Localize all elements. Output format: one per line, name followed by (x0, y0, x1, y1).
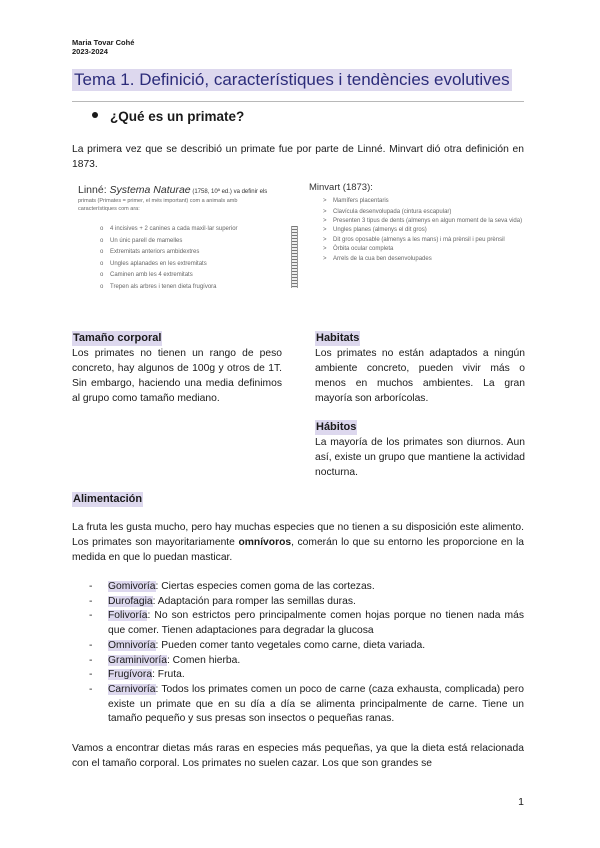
list-item: > Ungles planes (almenys el dit gros) (323, 227, 427, 233)
section-habitats (315, 328, 525, 406)
section-heading: Hábitos (316, 421, 357, 433)
list-item: o Un únic parell de mamelles (100, 237, 183, 244)
closing-paragraph: Vamos a encontrar dietas más raras en especies más pequeñas, ya que la dieta está relacionada con el tamaño corporal. Los primates no suelen cazar. Los que son grandes se (72, 743, 524, 769)
page-title: Tema 1. Definició, característiques i tendències evolutives (74, 70, 510, 89)
list-item: - Omnivoría: Pueden comer tanto vegetales como carne, dieta variada. (89, 639, 426, 651)
section-heading: Habitats (316, 332, 360, 344)
list-item: > Mamífers placentaris (323, 198, 389, 204)
list-item: o Ungles aplanades en les extremitats (100, 260, 207, 267)
figure-minvart-title: Minvart (1873): (309, 182, 373, 193)
section-text: La mayoría de los primates son diurnos. Aun así, existe un grupo que mantiene la actividad nocturna. (315, 437, 525, 478)
list-item: > Clavícula desenvolupada (cintura escapular) (323, 208, 452, 215)
section-heading: ¿Qué es un primate? (92, 107, 244, 127)
section-tamano (72, 328, 282, 406)
figure-linne-list (100, 224, 300, 293)
title-divider (72, 101, 524, 102)
list-item: > Arrels de la cua ben desenvolupades (323, 256, 432, 262)
figure-linne-subtitle: primats (Primates = primer, el més important) com a animals amb característiques com ara: (78, 198, 238, 212)
section-text: Los primates no están adaptados a ningún ambiente concreto, pueden vivir más o menos en muchos ambientes. La gran mayoría son arborícolas. (315, 348, 525, 404)
diet-list (72, 580, 524, 727)
list-item: - Gomivoría: Ciertas especies comen goma de las cortezas. (89, 581, 375, 592)
figure-minvart (309, 182, 524, 294)
figure-linne-title: Linné: Systema Naturae (1758, 10ª ed.) va definir els (78, 184, 268, 196)
list-item: - Graminivoría: Comen hierba. (89, 654, 241, 666)
bullet-icon (92, 112, 98, 118)
intro-paragraph: La primera vez que se describió un primate fue por parte de Linné. Minvart dió otra definición en 1873. (72, 144, 524, 170)
list-item: o Trepen als arbres i tenen dieta frugívora (100, 283, 217, 290)
section-text: Los primates no tienen un rango de peso concreto, hay algunos de 100g y otros de 1T. Sin embargo, haciendo una media definimos al grupo como tamaño mediano. (72, 348, 282, 404)
section-habitos (315, 417, 525, 480)
alimentacion-heading: Alimentación (73, 493, 143, 505)
figure-minvart-list (323, 196, 524, 265)
list-item: > Dit gros oposable (almenys a les mans) i mà prènsil i peu prènsil (323, 236, 505, 243)
list-item: - Frugívora: Fruta. (89, 669, 185, 681)
list-item: > Òrbita ocular completa (323, 245, 394, 252)
author-name: Maria Tovar Cohé (72, 38, 135, 47)
list-item: > Presenten 3 tipus de dents (almenys en algun moment de la seva vida) (323, 218, 523, 224)
list-item: o Extremitats anteriors ambidextres (100, 249, 200, 255)
academic-year: 2023-2024 (72, 47, 108, 56)
list-item: - Folivoría: No son estrictos pero principalmente comen hojas porque no tienen nada más que comer. Tienen adaptaciones para degradar la glucosa (89, 610, 524, 637)
list-item: - Durofagia: Adaptación para romper las semillas duras. (89, 595, 356, 607)
section-heading: Tamaño corporal (73, 332, 162, 344)
figure-linne (78, 184, 300, 292)
alimentacion-intro: La fruta les gusta mucho, pero hay muchas especies que no tienen a su disposición este alimento. Los primates son mayoritariamente omnívoros, comerán lo que su entorno les proporcione en la medida en que lo puedan masticar. (72, 522, 524, 563)
list-item: o Caminen amb les 4 extremitats (100, 272, 193, 278)
list-item: - Carnivoría: Todos los primates comen un poco de carne (caza exhausta, complicada) pero existe un primate que en su día a día se alimenta principalmente de carne. Tiene un tamaño pequeño y sus presas son insectos o pequeñas ranas. (89, 683, 524, 725)
page-number: 1 (518, 796, 524, 808)
list-item: o 4 incisives + 2 canines a cada maxil·lar superior (100, 226, 238, 232)
specimen-image (291, 226, 298, 288)
